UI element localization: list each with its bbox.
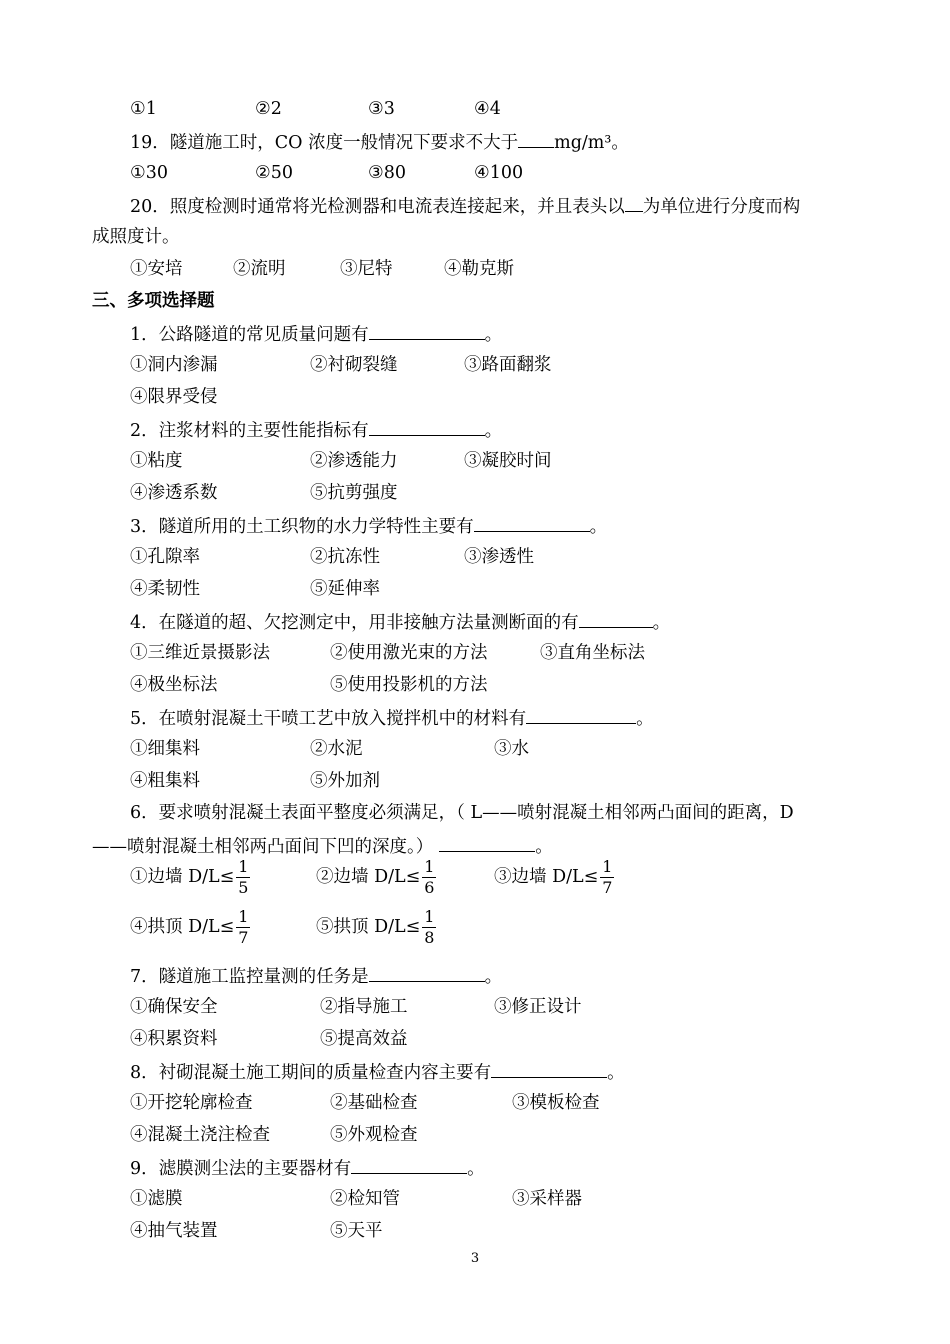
fraction xyxy=(236,907,250,948)
question-end: 。 xyxy=(636,709,654,729)
fraction-denominator: 7 xyxy=(602,878,613,897)
option: ④渗透系数 xyxy=(130,483,218,503)
option: ②使用激光束的方法 xyxy=(330,643,488,663)
option-label: ①边墙 D/L≤ xyxy=(130,867,235,887)
question-number: 4． xyxy=(130,613,159,633)
option-fraction xyxy=(494,857,614,898)
question-text: 滤膜测尘法的主要器材有 xyxy=(158,1159,352,1179)
answer-blank xyxy=(518,129,554,148)
option: ③尼特 xyxy=(340,259,393,279)
answer-blank xyxy=(439,833,535,852)
option: ③直角坐标法 xyxy=(540,643,645,663)
fraction xyxy=(422,907,436,948)
question-end: 。 xyxy=(535,837,553,857)
question-text: 要求喷射混凝土表面平整度必须满足，（ L——喷射混凝土相邻两凸面间的距离，D xyxy=(158,803,794,823)
question-text-cont: ——喷射混凝土相邻两凸面间下凹的深度。） xyxy=(92,837,434,857)
fraction-denominator: 8 xyxy=(424,928,435,947)
fraction-denominator: 5 xyxy=(238,878,249,897)
question-end: 。 xyxy=(652,613,671,633)
fraction-numerator: 1 xyxy=(424,907,435,926)
option: ②基础检查 xyxy=(330,1093,418,1113)
option: ①粘度 xyxy=(130,451,183,471)
question-text: 隧道施工时，CO 浓度一般情况下要求不大于 xyxy=(169,133,519,153)
option: ④4 xyxy=(474,99,501,119)
option: ①开挖轮廓检查 xyxy=(130,1093,253,1113)
answer-blank xyxy=(369,963,485,982)
question-m3 xyxy=(130,513,607,539)
question-end: 。 xyxy=(484,421,503,441)
option: ④限界受侵 xyxy=(130,387,218,407)
option: ②流明 xyxy=(233,259,286,279)
option: ⑤抗剪强度 xyxy=(310,483,398,503)
question-unit: mg/m³。 xyxy=(554,133,629,153)
question-text: 照度检测时通常将光检测器和电流表连接起来，并且表头以 xyxy=(169,197,625,217)
fraction-numerator: 1 xyxy=(238,907,249,926)
question-20 xyxy=(130,193,800,219)
option: ⑤提高效益 xyxy=(320,1029,408,1049)
fraction xyxy=(600,857,614,898)
answer-blank xyxy=(351,1155,467,1174)
option: ⑤延伸率 xyxy=(310,579,380,599)
question-m1 xyxy=(130,321,502,347)
option-label: ④拱顶 D/L≤ xyxy=(130,917,235,937)
question-text: 注浆材料的主要性能指标有 xyxy=(158,421,369,441)
option: ①30 xyxy=(130,163,168,183)
option-label: ②边墙 D/L≤ xyxy=(316,867,421,887)
question-20-line2: 成照度计。 xyxy=(92,227,180,247)
option: ③路面翻浆 xyxy=(464,355,552,375)
option: ②水泥 xyxy=(310,739,363,759)
question-number: 8． xyxy=(130,1063,159,1083)
answer-blank xyxy=(369,417,485,436)
question-m4 xyxy=(130,609,670,635)
option: ③修正设计 xyxy=(494,997,582,1017)
question-19 xyxy=(130,129,629,155)
option: ④抽气装置 xyxy=(130,1221,218,1241)
question-number: 1． xyxy=(130,325,159,345)
option-label: ⑤拱顶 D/L≤ xyxy=(316,917,421,937)
option: ④粗集料 xyxy=(130,771,200,791)
question-m6-line2 xyxy=(92,833,553,859)
question-m9 xyxy=(130,1155,485,1181)
answer-blank xyxy=(579,609,653,628)
question-end: 。 xyxy=(467,1159,485,1179)
question-end: 。 xyxy=(484,325,503,345)
option: ①三维近景摄影法 xyxy=(130,643,270,663)
option: ②抗冻性 xyxy=(310,547,380,567)
fraction xyxy=(236,857,250,898)
question-text: 衬砌混凝土施工期间的质量检查内容主要有 xyxy=(158,1063,492,1083)
question-m2 xyxy=(130,417,502,443)
fraction-numerator: 1 xyxy=(238,857,249,876)
question-m5 xyxy=(130,705,654,731)
option: ③渗透性 xyxy=(464,547,534,567)
option: ②2 xyxy=(255,99,282,119)
question-number: 5． xyxy=(130,709,159,729)
question-m7 xyxy=(130,963,502,989)
option-fraction xyxy=(130,907,250,948)
option: ①确保安全 xyxy=(130,997,218,1017)
question-end: 。 xyxy=(484,967,503,987)
fraction-denominator: 6 xyxy=(424,878,435,897)
question-m8 xyxy=(130,1059,625,1085)
option: ②50 xyxy=(255,163,293,183)
answer-blank xyxy=(369,321,485,340)
option: ①1 xyxy=(130,99,157,119)
question-text: 隧道施工监控量测的任务是 xyxy=(158,967,369,987)
option: ③模板检查 xyxy=(512,1093,600,1113)
option: ②检知管 xyxy=(330,1189,400,1209)
question-m6 xyxy=(130,801,794,825)
option: ③80 xyxy=(368,163,406,183)
fraction-denominator: 7 xyxy=(238,928,249,947)
question-number: 6． xyxy=(130,803,159,823)
option: ④混凝土浇注检查 xyxy=(130,1125,270,1145)
fraction-numerator: 1 xyxy=(602,857,613,876)
section-title: 三、多项选择题 xyxy=(92,291,215,311)
option: ③水 xyxy=(494,739,529,759)
answer-blank xyxy=(625,193,643,212)
question-number: 20． xyxy=(130,197,170,217)
question-text: 在隧道的超、欠挖测定中，用非接触方法量测断面的有 xyxy=(158,613,579,633)
question-text: 在喷射混凝土干喷工艺中放入搅拌机中的材料有 xyxy=(158,709,527,729)
option-label: ③边墙 D/L≤ xyxy=(494,867,599,887)
option: ②衬砌裂缝 xyxy=(310,355,398,375)
option: ①孔隙率 xyxy=(130,547,200,567)
fraction-numerator: 1 xyxy=(424,857,435,876)
question-text: 隧道所用的土工织物的水力学特性主要有 xyxy=(158,517,474,537)
page-number: 3 xyxy=(470,1251,480,1266)
question-text: 公路隧道的常见质量问题有 xyxy=(158,325,369,345)
option: ⑤使用投影机的方法 xyxy=(330,675,488,695)
option: ⑤天平 xyxy=(330,1221,383,1241)
option: ①安培 xyxy=(130,259,183,279)
question-end: 。 xyxy=(607,1063,625,1083)
option: ②指导施工 xyxy=(320,997,408,1017)
fraction xyxy=(422,857,436,898)
option: ④积累资料 xyxy=(130,1029,218,1049)
option: ②渗透能力 xyxy=(310,451,398,471)
option: ④100 xyxy=(474,163,524,183)
option: ③3 xyxy=(368,99,395,119)
option-fraction xyxy=(316,907,436,948)
option-fraction xyxy=(130,857,250,898)
question-end: 。 xyxy=(589,517,608,537)
question-text-cont: 为单位进行分度而构 xyxy=(642,197,801,217)
option: ④柔韧性 xyxy=(130,579,200,599)
option: ①细集料 xyxy=(130,739,200,759)
question-number: 19． xyxy=(130,133,170,153)
question-number: 7． xyxy=(130,967,159,987)
option: ⑤外加剂 xyxy=(310,771,380,791)
question-number: 9． xyxy=(130,1159,159,1179)
question-number: 3． xyxy=(130,517,159,537)
option: ①滤膜 xyxy=(130,1189,183,1209)
option: ③采样器 xyxy=(512,1189,582,1209)
option: ④勒克斯 xyxy=(444,259,514,279)
answer-blank xyxy=(491,1059,607,1078)
option-fraction xyxy=(316,857,436,898)
question-number: 2． xyxy=(130,421,159,441)
answer-blank xyxy=(526,705,636,724)
option: ①洞内渗漏 xyxy=(130,355,218,375)
option: ③凝胶时间 xyxy=(464,451,552,471)
option: ④极坐标法 xyxy=(130,675,218,695)
option: ⑤外观检查 xyxy=(330,1125,418,1145)
answer-blank xyxy=(474,513,590,532)
